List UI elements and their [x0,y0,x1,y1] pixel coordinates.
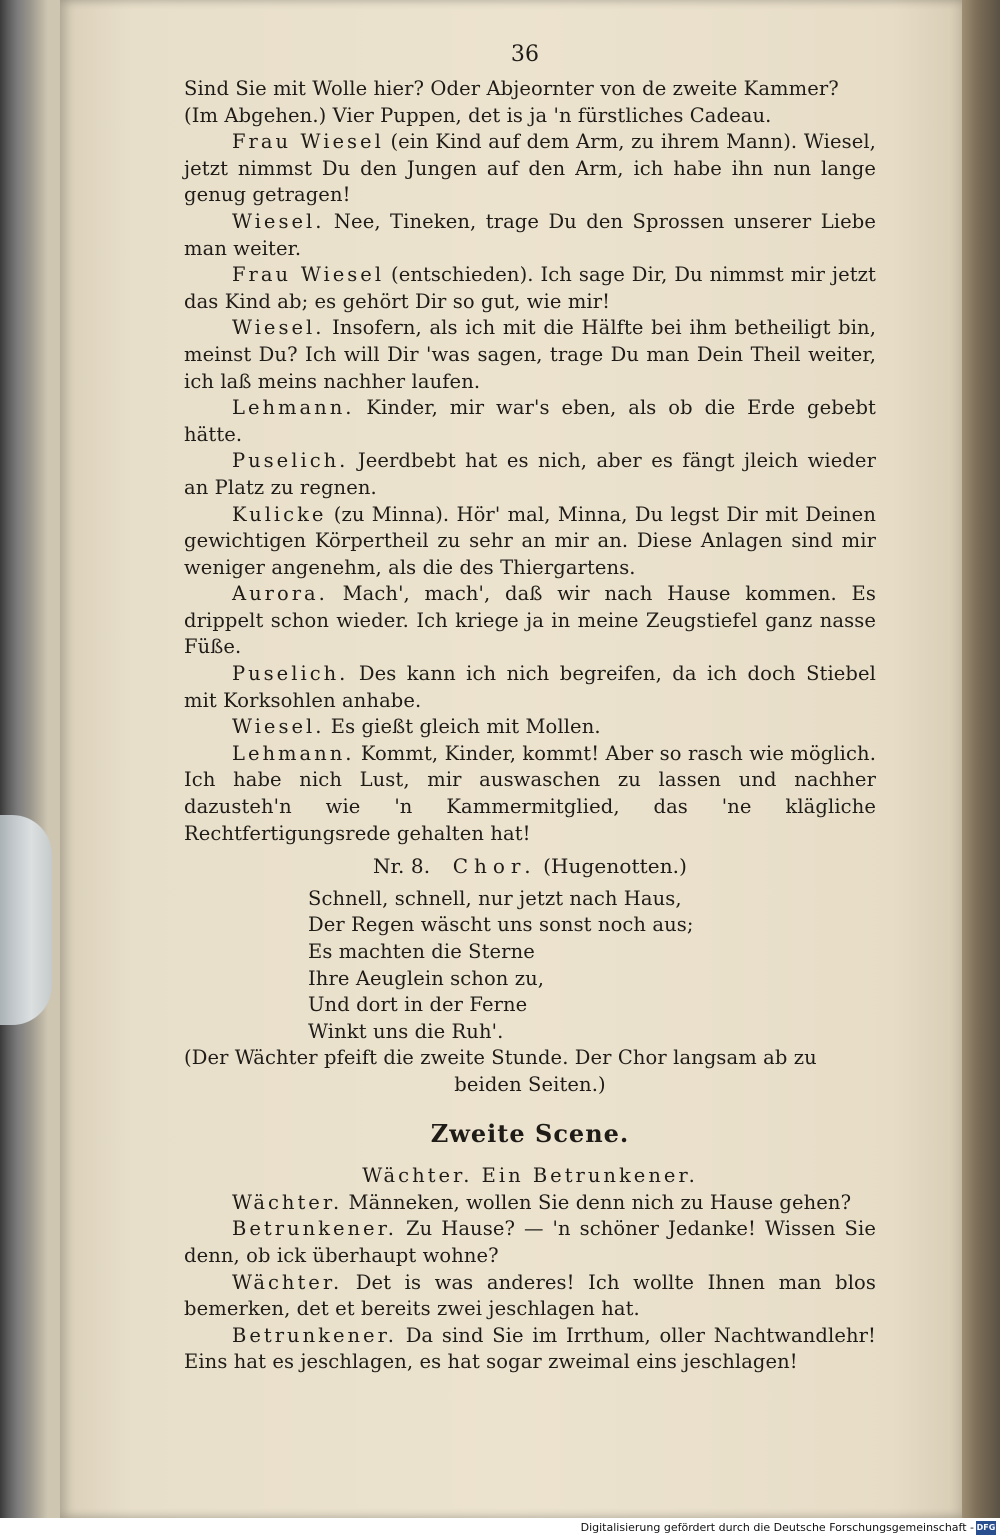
dialogue-paragraph: Wiesel. Nee, Tineken, trage Du den Sprossen unserer Liebe man weiter. [184,209,876,260]
speaker-name: Wächter. [232,1270,343,1294]
verse-line: Winkt uns die Ruh'. [308,1019,504,1043]
scene-characters: Wächter. Ein Betrunkener. [362,1164,698,1188]
dialogue-paragraph: Lehmann. Kommt, Kinder, kommt! Aber so rasch wie möglich. Ich habe nich Lust, mir auswaschen zu lassen und nachher dazusteh'n wie 'n Kammermitglied, das 'ne klägliche Rechtfertigungsrede gehalten hat! [184,741,876,845]
dialogue-paragraph: Wächter. Männeken, wollen Sie denn nich zu Hause gehen? [232,1190,852,1214]
verse-line: Der Regen wäscht uns sonst noch aus; [308,913,694,937]
dialogue-paragraph: Wiesel. Es gießt gleich mit Mollen. [232,715,601,739]
dialogue-paragraph: Frau Wiesel (ein Kind auf dem Arm, zu ihrem Mann). Wiesel, jetzt nimmst Du den Jungen auf den Arm, ich habe ihn nun lange genug getragen! [184,130,876,207]
dialogue-paragraph: Lehmann. Kinder, mir war's eben, als ob die Erde gebebt hätte. [184,396,876,446]
speaker-name: Frau Wiesel [232,130,384,154]
chorus-note: (Hugenotten.) [543,854,688,879]
dialogue-paragraph: Wächter. Det is was anderes! Ich wollte Ihnen man blos bemerken, det et bereits zwei jeschlagen hat. [184,1270,876,1321]
stage-direction-continued: beiden Seiten.) [454,1072,606,1096]
dialogue-paragraph: Aurora. Mach', mach', daß wir nach Hause kommen. Es drippelt schon wieder. Ich kriege ja in meine Zeugstiefel ganz nasse Füße. [184,582,876,659]
paragraph: Sind Sie mit Wolle hier? Oder Abjeornter von de zweite Kammer? (Im Abgehen.) Vier Puppen, det is ja 'n fürstliches Cadeau. [184,77,839,127]
speaker-name: Puselich. [232,449,349,473]
dialogue-paragraph: Betrunkener. Zu Hause? — 'n schöner Jedanke! Wissen Sie denn, ob ick überhaupt wohne? [184,1217,876,1267]
scene-title: Zweite Scene. [430,1118,630,1148]
speaker-name: Aurora. [232,582,328,606]
speaker-name: Puselich. [232,662,349,686]
dialogue-paragraph: Puselich. Jeerdbebt hat es nich, aber es fängt jleich wieder an Platz zu regnen. [184,449,876,499]
digitization-credit: Digitalisierung gefördert durch die Deutsche Forschungsgemeinschaft - [580,1521,974,1534]
speaker-name: Kulicke [232,502,327,526]
page-number: 36 [510,42,540,67]
stage-direction: (Der Wächter pfeift die zweite Stunde. Der Chor langsam ab zu [184,1046,817,1070]
dialogue-paragraph: Puselich. Des kann ich nich begreifen, da ich doch Stiebel mit Korksohlen anhabe. [184,662,876,712]
verse-line: Ihre Aeuglein schon zu, [308,966,545,990]
verse-line: Und dort in der Ferne [308,993,528,1017]
page-clip [0,815,52,1025]
dialogue-paragraph: Frau Wiesel (entschieden). Ich sage Dir, Du nimmst mir jetzt das Kind ab; es gehört Dir so gut, wie mir! [184,263,876,313]
speaker-name: Betrunkener. [232,1323,397,1347]
verse-line: Es machten die Sterne [308,940,535,963]
chorus-number: Nr. 8. [372,854,431,879]
speaker-name: Lehmann. [232,396,355,420]
speaker-name: Wiesel. [232,715,325,739]
dfg-logo: DFG [976,1521,996,1535]
page-content [184,40,876,1376]
chorus-heading [184,853,876,880]
dialogue-paragraph: Wiesel. Insofern, als ich mit die Hälfte bei ihm betheiligt bin, meinst Du? Ich will Dir 'was sagen, trage Du man Dein Theil weiter, ich laß meins nachher laufen. [184,316,877,393]
speaker-name: Frau Wiesel [232,263,385,287]
dialogue-paragraph: Betrunkener. Da sind Sie im Irrthum, oller Nachtwandlehr! Eins hat es jeschlagen, es hat sogar zweimal eins jeschlagen! [184,1323,876,1374]
verse-line: Schnell, schnell, nur jetzt nach Haus, [308,886,682,910]
book-edge [962,0,1000,1518]
speaker-name: Betrunkener. [232,1217,397,1241]
speaker-name: Wächter. [232,1190,343,1214]
speaker-name: Lehmann. [232,741,355,765]
speaker-name: Wiesel. [232,316,325,340]
dialogue-paragraph: Kulicke (zu Minna). Hör' mal, Minna, Du legst Dir mit Deinen gewichtigen Körpertheil zu sehr an mir an. Diese Anlagen sind mir weniger angenehm, als die des Thiergartens. [184,502,876,579]
chorus-title: Chor. [452,854,537,879]
speaker-name: Wiesel. [232,209,325,233]
